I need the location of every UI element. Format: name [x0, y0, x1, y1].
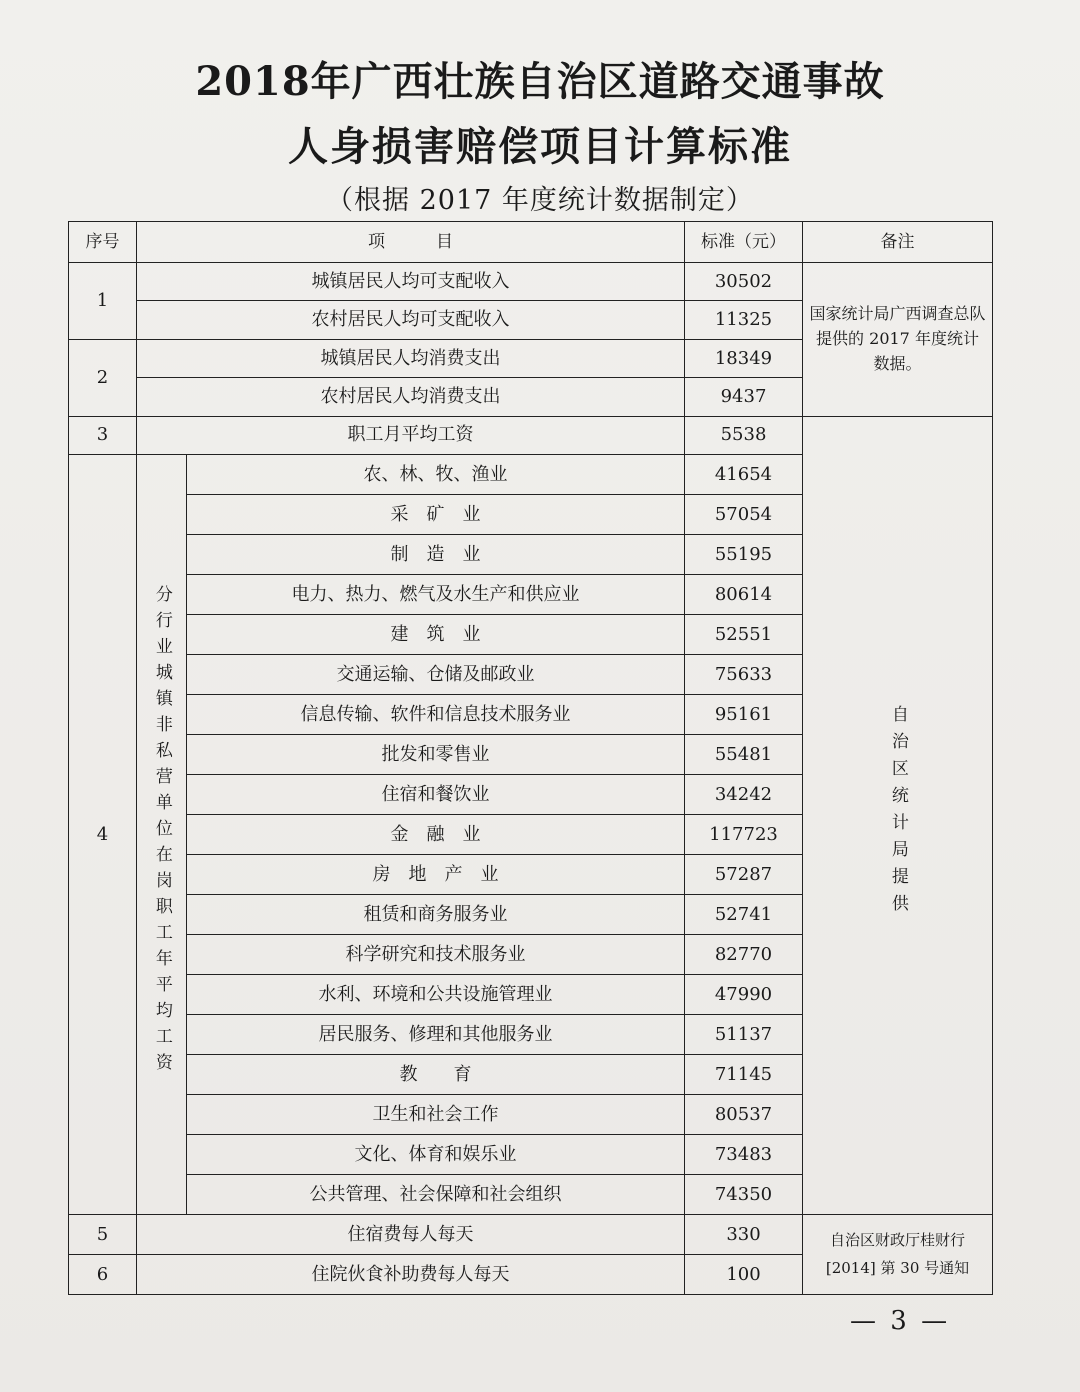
document-subtitle: （根据 2017 年度统计数据制定）: [326, 185, 754, 216]
remark-line2: [2014] 第 30 号通知: [825, 1259, 970, 1278]
value-cell: 330: [685, 1214, 803, 1254]
seq-cell: 3: [69, 416, 137, 454]
table-header-row: [69, 222, 993, 263]
header-remark: 备注: [803, 222, 993, 263]
industry-value: 55195: [685, 534, 803, 574]
group-label-cell: [137, 454, 187, 1214]
compensation-standards-table: [68, 221, 993, 1295]
group-label: 分行业城镇非私营单位在岗职工年平均工资: [151, 585, 172, 1080]
value-cell: 9437: [685, 378, 803, 416]
seq-cell: 4: [69, 454, 137, 1214]
industry-value: 80537: [685, 1094, 803, 1134]
industry-value: 52551: [685, 614, 803, 654]
remark-cell-regional-bureau: [803, 416, 993, 1214]
value-cell: 30502: [685, 263, 803, 301]
header-item: 项 目: [137, 222, 685, 263]
industry-value: 55481: [685, 734, 803, 774]
value-cell: 18349: [685, 339, 803, 377]
header-standard: 标准（元）: [685, 222, 803, 263]
industry-name: 制 造 业: [187, 534, 685, 574]
item-cell: 住宿费每人每天: [137, 1214, 685, 1254]
seq-cell: 1: [69, 263, 137, 340]
table-row: [69, 416, 993, 454]
industry-name: 住宿和餐饮业: [187, 774, 685, 814]
seq-cell: 5: [69, 1214, 137, 1254]
industry-name: 公共管理、社会保障和社会组织: [187, 1174, 685, 1214]
industry-name: 房 地 产 业: [187, 854, 685, 894]
industry-name: 教 育: [187, 1054, 685, 1094]
industry-name: 科学研究和技术服务业: [187, 934, 685, 974]
document-title-line2: 人身损害赔偿项目计算标准: [288, 123, 792, 170]
industry-name: 居民服务、修理和其他服务业: [187, 1014, 685, 1054]
seq-cell: 2: [69, 339, 137, 416]
item-cell: 城镇居民人均消费支出: [137, 339, 685, 377]
industry-value: 95161: [685, 694, 803, 734]
industry-name: 农、林、牧、渔业: [187, 454, 685, 494]
remark-text: 自治区统计局提供: [887, 704, 908, 921]
item-cell: 城镇居民人均可支配收入: [137, 263, 685, 301]
industry-value: 47990: [685, 974, 803, 1014]
industry-value: 57287: [685, 854, 803, 894]
industry-name: 卫生和社会工作: [187, 1094, 685, 1134]
industry-value: 51137: [685, 1014, 803, 1054]
header-seq: 序号: [69, 222, 137, 263]
industry-value: 80614: [685, 574, 803, 614]
industry-value: 74350: [685, 1174, 803, 1214]
document-title-line1: 2018年广西壮族自治区道路交通事故: [195, 58, 885, 105]
industry-value: 82770: [685, 934, 803, 974]
industry-name: 交通运输、仓储及邮政业: [187, 654, 685, 694]
industry-value: 75633: [685, 654, 803, 694]
value-cell: 5538: [685, 416, 803, 454]
item-cell: 职工月平均工资: [137, 416, 685, 454]
industry-name: 金 融 业: [187, 814, 685, 854]
industry-name: 采 矿 业: [187, 494, 685, 534]
item-cell: 农村居民人均消费支出: [137, 378, 685, 416]
industry-value: 34242: [685, 774, 803, 814]
industry-value: 52741: [685, 894, 803, 934]
industry-name: 水利、环境和公共设施管理业: [187, 974, 685, 1014]
industry-value: 41654: [685, 454, 803, 494]
value-cell: 100: [685, 1254, 803, 1294]
industry-value: 73483: [685, 1134, 803, 1174]
industry-name: 电力、热力、燃气及水生产和供应业: [187, 574, 685, 614]
industry-value: 57054: [685, 494, 803, 534]
industry-value: 117723: [685, 814, 803, 854]
industry-name: 信息传输、软件和信息技术服务业: [187, 694, 685, 734]
remark-cell-statistics-bureau: [803, 263, 993, 417]
industry-name: 建 筑 业: [187, 614, 685, 654]
value-cell: 11325: [685, 301, 803, 339]
remark-line1: 自治区财政厅桂财行: [829, 1230, 965, 1249]
remark-text: 国家统计局广西调查总队提供的 2017 年度统计数据。: [809, 304, 986, 373]
item-cell: 住院伙食补助费每人每天: [137, 1254, 685, 1294]
industry-name: 批发和零售业: [187, 734, 685, 774]
page-number: — 3 —: [850, 1306, 951, 1336]
table-row: [69, 263, 993, 301]
table-row: [69, 1214, 993, 1254]
industry-value: 71145: [685, 1054, 803, 1094]
industry-name: 文化、体育和娱乐业: [187, 1134, 685, 1174]
industry-name: 租赁和商务服务业: [187, 894, 685, 934]
item-cell: 农村居民人均可支配收入: [137, 301, 685, 339]
remark-cell-finance-dept: [803, 1214, 993, 1294]
seq-cell: 6: [69, 1254, 137, 1294]
